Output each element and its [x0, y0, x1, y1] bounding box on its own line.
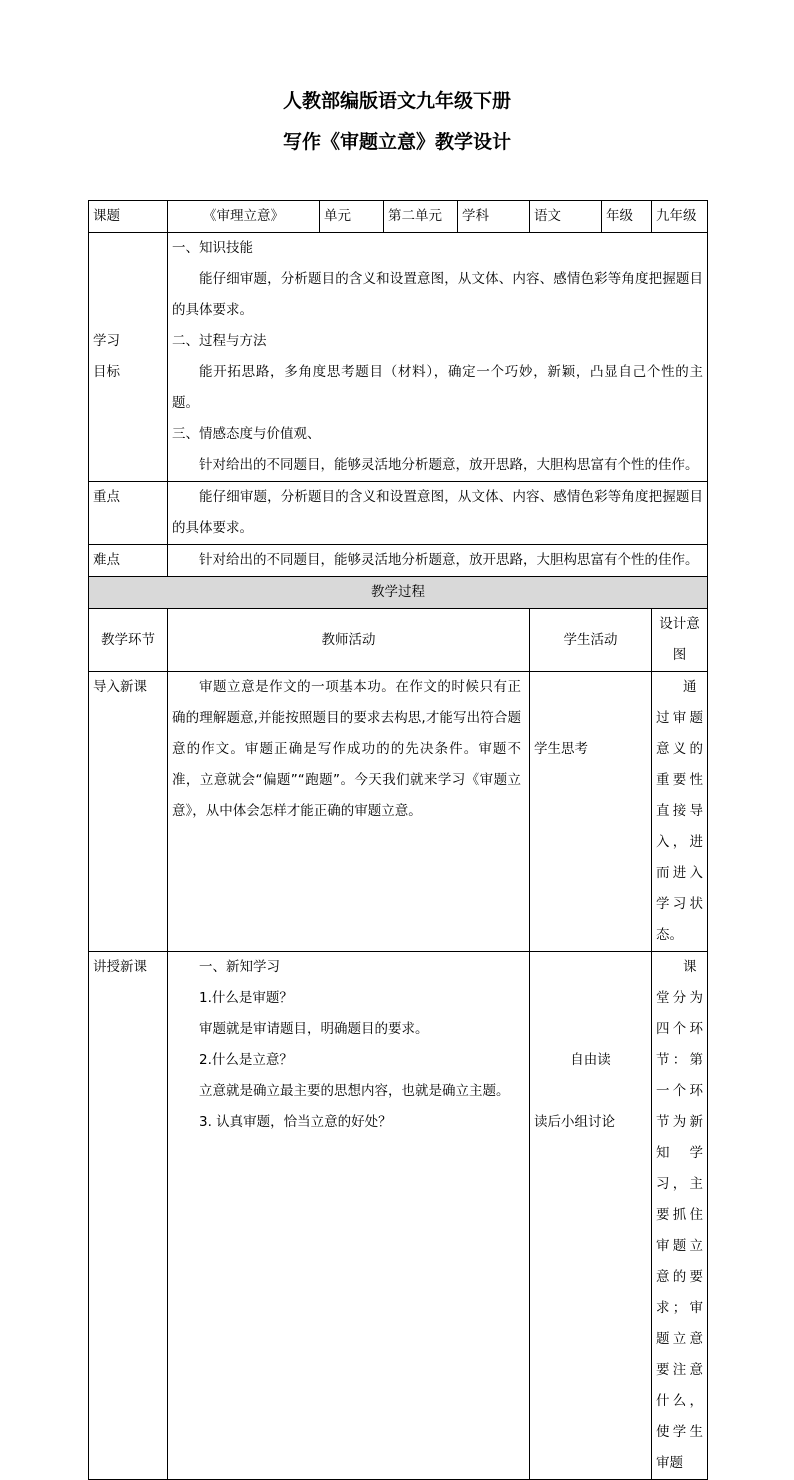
goals-line: 一、知识技能 [172, 240, 253, 256]
goals-label [89, 233, 168, 482]
student-text: 学生思考 [534, 741, 588, 757]
difficulty-content [168, 545, 708, 577]
difficulty-row [89, 545, 708, 577]
column-student: 学生活动 [530, 609, 652, 672]
teacher-text: 2.什么是立意？ [199, 1052, 293, 1068]
column-intent: 设计意图 [652, 609, 708, 672]
student-cell [530, 672, 652, 952]
grade-value: 九年级 [652, 201, 708, 233]
grade-label: 年级 [602, 201, 652, 233]
teacher-text: 审题就是审请题目，明确题目的要求。 [199, 1021, 429, 1037]
key-point-content [168, 482, 708, 545]
goals-row [89, 233, 708, 482]
document-title: 人教部编版语文九年级下册 [282, 90, 511, 112]
lesson-plan-table [88, 200, 708, 1480]
subject-value: 语文 [530, 201, 602, 233]
goals-content [168, 233, 708, 482]
key-point-row [89, 482, 708, 545]
teacher-cell [168, 672, 530, 952]
process-row-intro [89, 672, 708, 952]
stage-cell: 讲授新课 [89, 952, 168, 1480]
goals-line: 能开拓思路，多角度思考题目（材料），确定一个巧妙，新颖，凸显自己个性的主题。 [172, 364, 703, 411]
teacher-text: 1.什么是审题？ [199, 990, 293, 1006]
process-heading: 教学过程 [89, 577, 708, 609]
student-text: 自由读 [570, 1052, 611, 1068]
intent-text: 课堂分为四个环节：第一个环节为新知学习，主要抓住审题立意的要求；审题立意要注意什么，使学生审题 [656, 959, 703, 1471]
goals-line: 能仔细审题，分析题目的含义和设置意图，从文体、内容、感情色彩等角度把握题目的具体要求。 [172, 271, 703, 318]
intent-cell [652, 672, 708, 952]
difficulty-text: 针对给出的不同题目，能够灵活地分析题意，放开思路，大胆构思富有个性的佳作。 [199, 552, 699, 568]
subject-label: 学科 [458, 201, 530, 233]
goals-line: 二、过程与方法 [172, 333, 267, 349]
student-cell [530, 952, 652, 1480]
unit-label: 单元 [320, 201, 384, 233]
column-teacher: 教师活动 [168, 609, 530, 672]
teacher-text: 立意就是确立最主要的思想内容，也就是确立主题。 [199, 1083, 510, 1099]
process-heading-row [89, 577, 708, 609]
key-point-label: 重点 [89, 482, 168, 545]
column-stage: 教学环节 [89, 609, 168, 672]
difficulty-label: 难点 [89, 545, 168, 577]
unit-value: 第二单元 [384, 201, 458, 233]
process-row-teaching [89, 952, 708, 1480]
teacher-cell [168, 952, 530, 1480]
student-text: 读后小组讨论 [534, 1114, 615, 1130]
intent-cell [652, 952, 708, 1480]
info-row [89, 201, 708, 233]
goals-line: 三、情感态度与价值观、 [172, 426, 321, 442]
teacher-text: 审题立意是作文的一项基本功。在作文的时候只有正确的理解题意,并能按照题目的要求去构思,才能写出符合题意的作文。审题正确是写作成功的的先决条件。审题不准，立意就会“偏题”“跑题”。今天我们就来学习《审题立意》，从中体会怎样才能正确的审题立意。 [172, 679, 521, 819]
key-point-text: 能仔细审题，分析题目的含义和设置意图，从文体、内容、感情色彩等角度把握题目的具体要求。 [172, 489, 703, 536]
process-columns-row [89, 609, 708, 672]
teacher-text: 一、新知学习 [199, 959, 280, 975]
goals-line: 针对给出的不同题目，能够灵活地分析题意，放开思路，大胆构思富有个性的佳作。 [199, 457, 699, 473]
goals-label-text: 学习目标 [93, 333, 120, 380]
stage-cell: 导入新课 [89, 672, 168, 952]
course-label: 课题 [89, 201, 168, 233]
course-value: 《审理立意》 [168, 201, 320, 233]
intent-text: 通过审题意义的重要性直接导入，进而进入学习状态。 [656, 679, 703, 943]
teacher-text: 3. 认真审题，恰当立意的好处？ [199, 1114, 392, 1130]
document-subtitle: 写作《审题立意》教学设计 [282, 131, 511, 153]
